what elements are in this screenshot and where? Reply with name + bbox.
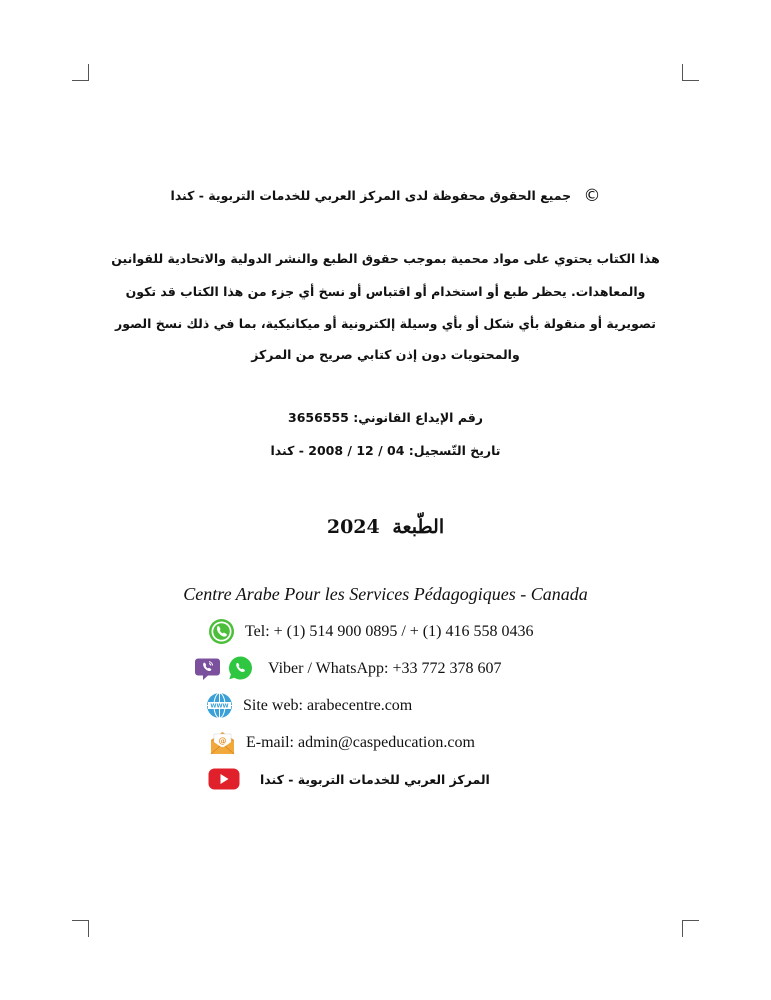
crop-mark-bottom-right [682,920,699,937]
phone-icon [208,618,235,645]
whatsapp-icon [227,655,254,682]
svg-text:@: @ [218,736,227,746]
mail-icon [209,729,236,756]
contact-website-row [206,692,412,719]
email-text: E-mail: admin@caspeducation.com [246,733,475,751]
svg-text:WWW: WWW [210,703,229,710]
notice-line-2: والمعاهدات. يحظر طبع أو استخدام أو اقتباس أو نسخ أي جزء من هذا الكتاب قد تكون [125,284,646,299]
legal-deposit: رقم الإيداع القانوني: 3656555 [288,410,483,425]
globe-icon [206,692,233,719]
website-text: Site web: arabecentre.com [243,696,413,714]
contact-youtube-row [208,767,490,791]
youtube-icon [208,767,240,791]
centre-name: Centre Arabe Pour les Services Pédagogiques - Canada [183,584,588,604]
viber-whatsapp-text: Viber / WhatsApp: +33 772 378 607 [268,659,502,677]
edition-heading [0,516,771,538]
crop-mark-bottom-left [72,920,89,937]
crop-mark-top-left [72,64,89,81]
tel-text: Tel: + (1) 514 900 0895 / + (1) 416 558 0436 [245,622,534,640]
contact-tel-row [208,618,533,645]
notice-line-4: والمحتويات دون إذن كتابي صريح من المركز [251,347,520,362]
copyright-text: جميع الحقوق محفوظة لدى المركز العربي للخدمات التربوية - كندا [170,188,572,203]
youtube-channel-text: المركز العربي للخدمات التربوية - كندا [260,771,490,787]
copyright-symbol: © [583,186,601,206]
contact-email-row [209,729,475,756]
contact-viber-whatsapp-row [194,655,502,682]
crop-mark-top-right [682,64,699,81]
registration-date: تاريخ التّسجيل: 04 / 12 / 2008 - كندا [270,443,501,458]
viber-icon [194,655,221,682]
edition-label: الطّبعة [392,516,445,538]
notice-line-1: هذا الكتاب يحتوي على مواد محمية بموجب حقوق الطبع والنشر الدولية والاتحادية للقوانين [111,251,660,266]
edition-year: 2024 [326,516,380,538]
copyright-line [0,186,771,206]
notice-line-3: تصويرية أو منقولة بأي شكل أو بأي وسيلة إلكترونية أو ميكانيكية، بما في ذلك نسخ الصور [115,316,656,331]
